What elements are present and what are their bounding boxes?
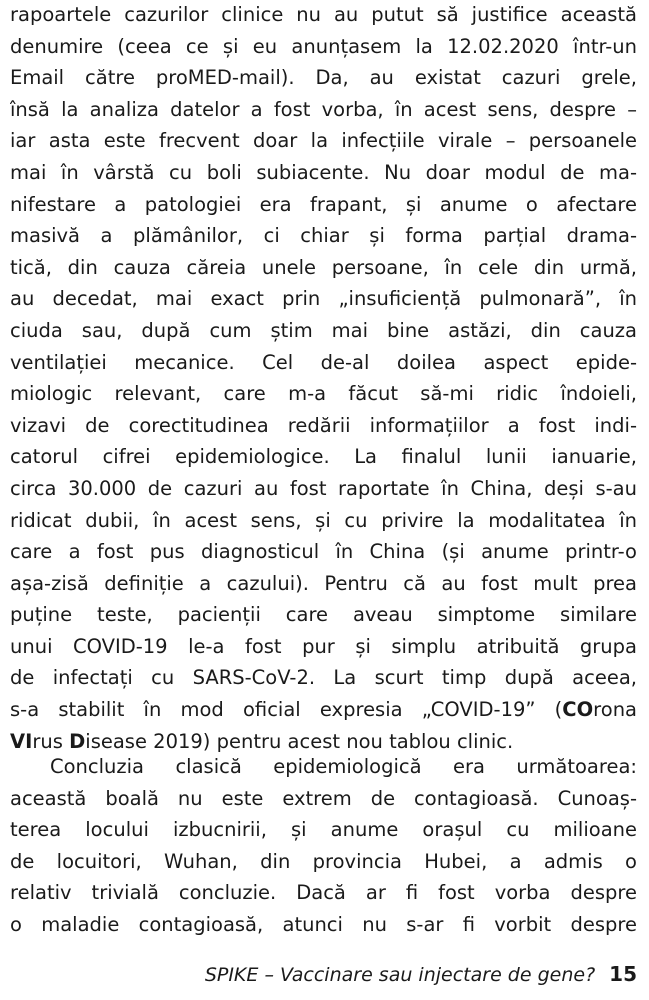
text-line: însă la analiza datelor a fost vorba, în acest sens, despre – <box>10 97 637 121</box>
acronym-bold: CO <box>562 698 594 722</box>
text-line: o maladie contagioasă, atunci nu s-ar fi vorbit despre <box>10 912 637 936</box>
page-number: 15 <box>609 962 637 986</box>
text-line: ciuda sau, după cum știm mai bine astăzi, din cauza <box>10 318 637 342</box>
text-line: Concluzia clasică epidemiologică era următoarea: <box>50 755 637 778</box>
text-line: ridicat dubii, în acest sens, și cu privire la modalitatea în <box>10 508 637 532</box>
text-line: vizavi de corectitudinea redării informațiilor a fost indi- <box>10 413 637 437</box>
text-run: rona <box>593 698 637 722</box>
text-line: au decedat, mai exact prin „insuficiență pulmonară”, în <box>10 287 637 311</box>
text-line: de infectați cu SARS-CoV-2. La scurt timp după aceea, <box>10 666 637 690</box>
text-line: această boală nu este extrem de contagioasă. Cunoaș- <box>10 786 637 810</box>
text-line: iar asta este frecvent doar la infecțiile virale – persoanele <box>10 129 637 153</box>
text-run: rus <box>32 729 70 753</box>
text-line: masivă a plămânilor, ci chiar și forma parțial drama- <box>10 224 637 248</box>
text-run: isease 2019) pentru acest nou tablou clinic. <box>85 729 514 753</box>
page-footer <box>10 962 637 992</box>
text-run: s-a stabilit în mod oficial expresia „COVID-19” ( <box>10 698 563 722</box>
acronym-bold: VI <box>10 729 33 753</box>
paragraph-1 <box>10 0 637 757</box>
text-line: care a fost pus diagnosticul în China (și anume printr-o <box>10 540 637 564</box>
text-line: rapoartele cazurilor clinice nu au putut să justifice această <box>10 3 637 26</box>
text-line: denumire (ceea ce și eu anunțasem la 12.02.2020 într-un <box>10 34 637 58</box>
text-line: terea locului izbucnirii, și anume orașul cu milioane <box>10 818 637 842</box>
text-line: catorul cifrei epidemiologice. La finalul lunii ianuarie, <box>10 445 637 469</box>
text-line: nifestare a patologiei era frapant, și anume o afectare <box>10 192 637 216</box>
text-line-covid <box>10 694 637 726</box>
text-line: mai în vârstă cu boli subiacente. Nu doar modul de ma- <box>10 160 637 184</box>
text-line: așa-zisă definiție a cazului). Pentru că au fost mult prea <box>10 571 637 595</box>
text-line: ventilației mecanice. Cel de-al doilea aspect epide- <box>10 350 637 374</box>
text-line: Email către proMED-mail). Da, au existat cazuri grele, <box>10 66 637 90</box>
text-line: tică, din cauza căreia unele persoane, în cele din urmă, <box>10 255 637 279</box>
text-line: circa 30.000 de cazuri au fost raportate în China, deși s-au <box>10 476 637 500</box>
text-line: de locuitori, Wuhan, din provincia Hubei, a admis o <box>10 849 637 873</box>
book-page <box>10 0 637 1000</box>
acronym-bold: D <box>69 729 86 753</box>
paragraph-2 <box>10 751 637 941</box>
text-line: relativ trivială concluzie. Dacă ar fi fost vorba despre <box>10 881 637 905</box>
text-line: puține teste, pacienții care aveau simptome similare <box>10 603 637 627</box>
running-footer-title: SPIKE – Vaccinare sau injectare de gene? <box>204 964 596 986</box>
text-line: miologic relevant, care m-a făcut să-mi ridic îndoieli, <box>10 382 637 406</box>
text-line: unui COVID-19 le-a fost pur și simplu atribuită grupa <box>10 634 637 658</box>
